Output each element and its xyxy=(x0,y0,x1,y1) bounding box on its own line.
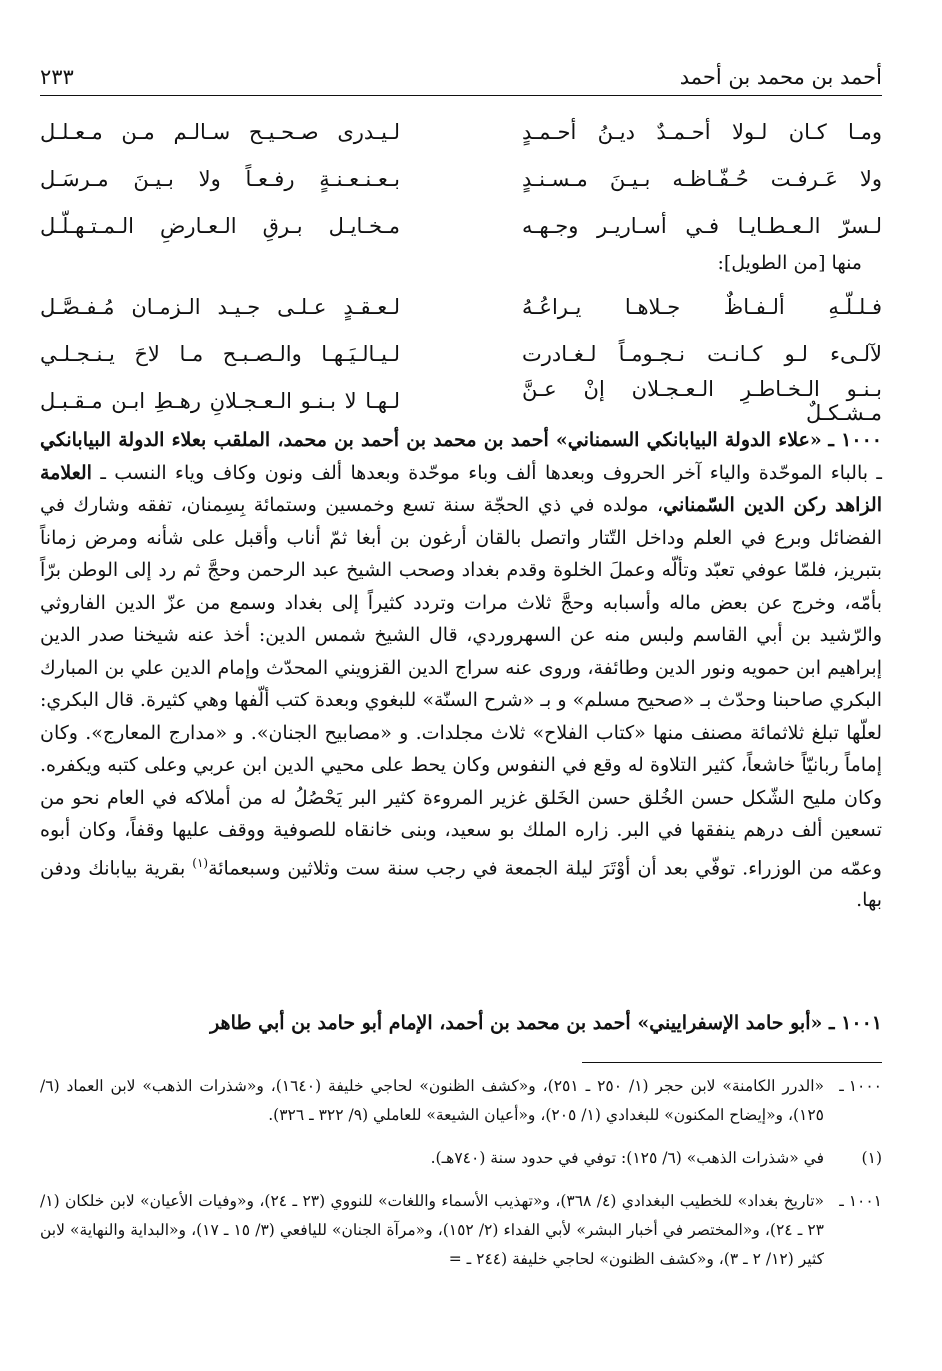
entry-text: ، مولده في ذي الحجّة سنة تسع وخمسين وستمائة بِسِمنان، تفقه وشارك في الفضائل وبرع في العلم وداخل التّتار واتصل بالقان أرغون بن أبغا ثمّ أناب وأقبل على شأنه ومرض زماناً بتبريز، فلمّا عوفي تعبّد وتألّه وعملَ الخلوة وقدم بغداد وصحب الشيخ عبد الرحمن وحجَّ ثم رد إلى الوطن برّاً بأمّه، وخرج عن بعض ماله وأسبابه وحجَّ ثلاث مرات وتردد كثيراً إلى بغداد وسمع من عزّ الدين الفاروثي والرّشيد بن أبي القاسم ولبس منه عن السهروردي، قال الشيخ شمس الدين: أخذ عنه شيخنا صدر الدين إبراهيم ابن حمويه ونور الدين وطائفة، وروى عنه سراج الدين القزويني المحدّث وإمام الدين علي بن المبارك البكري صاحبنا وحدّث بـ «صحيح مسلم» و بـ «شرح السنّة» للبغوي وبعدة كتب ألّفها وهي كثيرة. قال البكري: لعلّها تبلغ ثلاثمائة مصنف منها «كتاب الفلاح» ثلاث مجلدات. و «مصابيح الجنان». و «مدارج المعارج». وكان إماماً ربانيّاً خاشعاً، كثير التلاوة له وقع في النفوس وكان يحط على محيي الدين ابن عربي وعلى كتبه ويكفره. وكان مليح الشّكل حسن الخُلق حسن الخَلق غزير المروءة كثير البر يَحْصُلُ له من أملاكه في العام نحو من تسعين ألف درهم ينفقها في البر. زاره الملك بو سعيد، وبنى خانقاه للصوفية ووقف عليها وقفاً، وكان أبوه وعمّه من الوزراء. توفّي بعد أن أوْتَرَ ليلة الجمعة في رجب سنة ست وثلاثين وسبعمائة xyxy=(40,494,882,879)
entry-1000 xyxy=(40,424,882,917)
book-page xyxy=(40,0,882,1371)
entry-title: «علاء الدولة البيابانكي السمناني» أحمد بن محمد بن أحمد بن محمد، الملقب بعلاء الدولة البيابانكي xyxy=(40,429,822,451)
verse-second-hemistich: لـهـا لا بـنـو الـعـجـلانِ رهـطِ ابـن مـقـبـل xyxy=(40,388,400,413)
entry-1000-paragraph xyxy=(40,424,882,917)
entry-text: بقرية بيابانك ودفن بها. xyxy=(40,856,882,912)
verse-second-hemistich: بـعـنـعـنـةٍ رفـعـاً ولا بـيـنَ مـرسَـل xyxy=(40,166,400,191)
footnote-text: «الدرر الكامنة» لابن حجر (١/ ٢٥٠ ـ ٢٥١)، و«كشف الظنون» لحاجي خليفة (١٦٤٠)، و«شذرات الذهب» لابن العماد (٦/ ١٢٥)، و«إيضاح المكنون» للبغدادي (١/ ٢٠٥)، و«أعيان الشيعة» للعاملي (٩/ ٣٢٢ ـ ٣٢٦). xyxy=(40,1077,824,1124)
entry-number: ١٠٠٠ ـ xyxy=(828,429,882,451)
verse-line xyxy=(40,377,882,424)
meter-label: منها [من الطويل]: xyxy=(717,252,862,274)
poem-verses-2 xyxy=(40,283,882,424)
footnote xyxy=(40,1187,882,1274)
verse-first-hemistich: فـلـلّـهِ ألـفـاظٌ جـلاهـا يـراعُـهُ xyxy=(522,294,882,319)
running-title: أحمد بن محمد بن أحمد xyxy=(679,65,882,89)
verse-line xyxy=(40,155,882,202)
verse-second-hemistich: مـخـايـل بـرقِ الـعـارضِ الـمـتـهـلّـل xyxy=(40,213,400,238)
footnote-reference[interactable]: (١) xyxy=(192,855,209,870)
header-rule xyxy=(40,95,882,96)
verse-first-hemistich: ومـا كـان لـولا أحـمـدٌ ديـنُ أحـمـدٍ xyxy=(522,119,882,144)
verse-first-hemistich: لـسرّ الـعـطـايـا فـي أسـاريـر وجـهـه xyxy=(522,213,882,238)
footnotes xyxy=(40,1072,882,1288)
footnote xyxy=(40,1072,882,1130)
footnote-rule xyxy=(582,1062,882,1063)
footnote-number: ١٠٠٠ ـ xyxy=(839,1077,882,1095)
footnote-number: ١٠٠١ ـ xyxy=(839,1192,882,1210)
entry-epithet: العلامة الزاهد ركن الدين السّمناني xyxy=(40,461,882,516)
verse-second-hemistich: لـعـقـدٍ عـلـى جـيـد الـزمـان مُـفـصَّـل xyxy=(40,294,400,319)
verse-line xyxy=(40,108,882,155)
footnote-text: في «شذرات الذهب» (٦/ ١٢٥): توفي في حدود سنة (٧٤٠هـ). xyxy=(430,1149,824,1167)
verse-second-hemistich: لـيـدرى صـحـيـح سـالـم مـن مـعـلـل xyxy=(40,119,400,144)
page-number: ٢٣٣ xyxy=(40,65,74,89)
verse-line xyxy=(40,202,882,249)
verse-first-hemistich: ولا عَـرفـت حُـفّـاظـه بـيـنَ مـسـنـدٍ xyxy=(522,166,882,191)
verse-first-hemistich: لآلـىء لـو كـانـت نـجـومـاً لـغـادرت xyxy=(522,341,882,366)
footnote-number: (١) xyxy=(861,1149,882,1167)
page-header xyxy=(40,55,882,89)
entry-text: ـ بالباء الموحّدة والياء آخر الحروف وبعدها ألف وباء موحّدة وبعدها ألف ونون وكاف وياء النسب ـ xyxy=(91,461,882,484)
verse-first-hemistich: بـنـو الـخـاطـرِ الـعـجـلان إنْ عـنَّ مـشـكـلٌ xyxy=(522,376,882,425)
poem-verses-1 xyxy=(40,108,882,249)
verse-second-hemistich: لـيـالـيَـهـا والـصـبـح مـا لاحَ يـنـجـلـي xyxy=(40,341,400,366)
verse-line xyxy=(40,283,882,330)
footnote-text: «تاريخ بغداد» للخطيب البغدادي (٤/ ٣٦٨)، و«تهذيب الأسماء واللغات» للنووي (٢٣ ـ ٢٤)، و«وفيات الأعيان» لابن خلكان (١/ ٢٣ ـ ٢٤)، و«المختصر في أخبار البشر» لأبي الفداء (٢/ ١٥٢)، و«مرآة الجنان» لليافعي (٣/ ١٥ ـ ١٧)، و«البداية والنهاية» لابن كثير (١٢/ ٢ ـ ٣)، و«كشف الظنون» لحاجي خليفة (٢٤٤ ـ = xyxy=(40,1192,824,1268)
entry-1001-heading: ١٠٠١ ـ «أبو حامد الإسفراييني» أحمد بن محمد بن أحمد، الإمام أبو حامد بن أبي طاهر xyxy=(210,1012,882,1034)
verse-line xyxy=(40,330,882,377)
footnote xyxy=(40,1144,882,1173)
